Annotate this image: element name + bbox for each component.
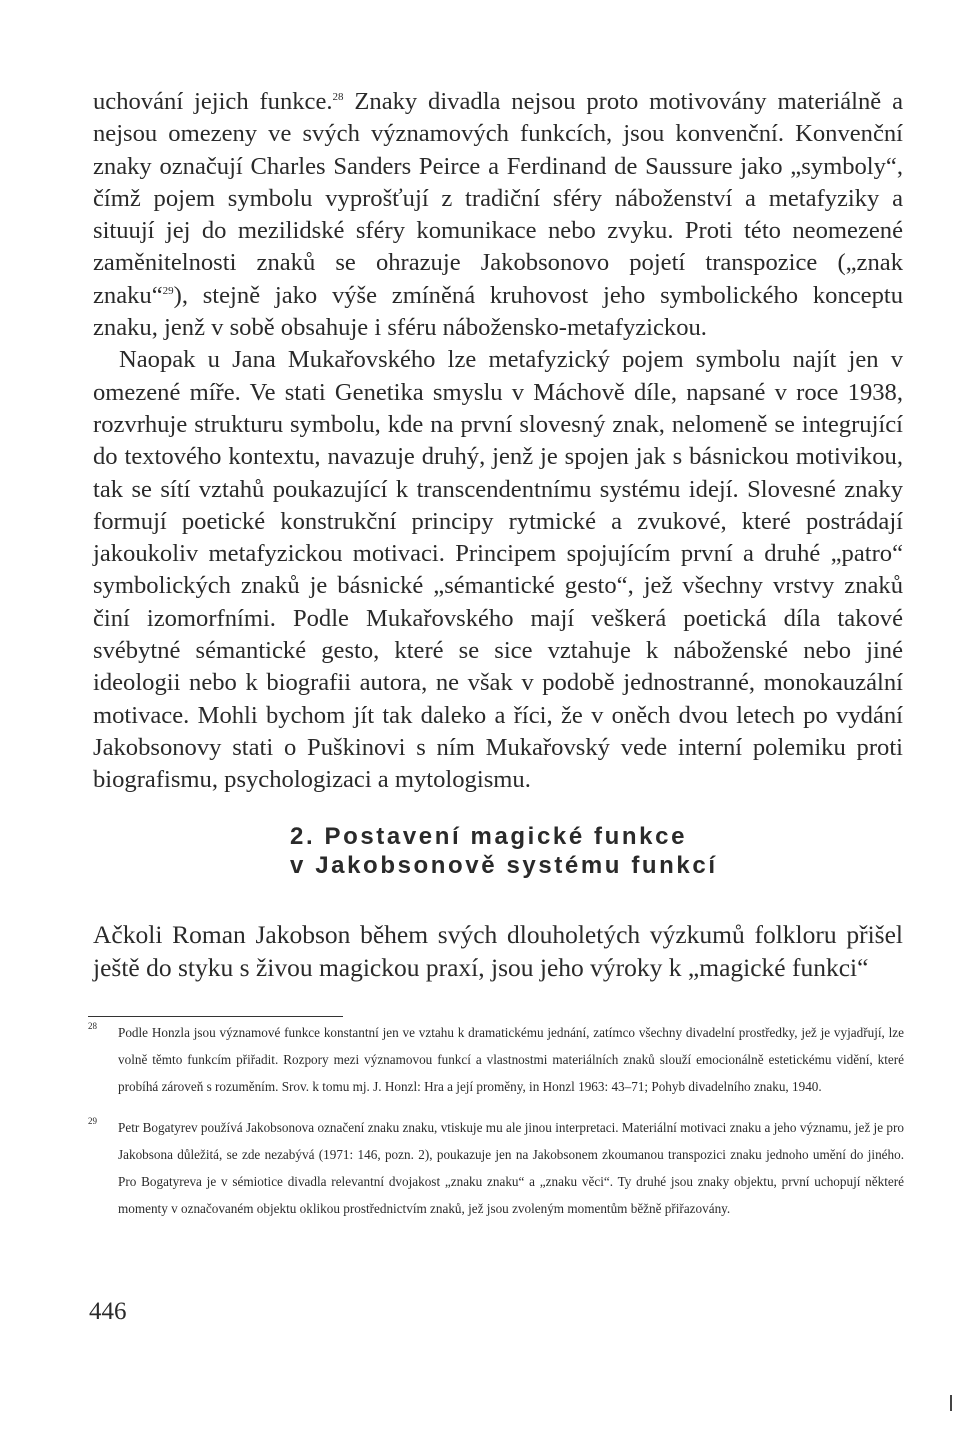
footnote-ref-28: 28	[332, 91, 344, 103]
body-text	[93, 86, 903, 797]
footnote-text: Podle Honzla jsou významové funkce konstantní jen ve vztahu k dramatickému jednání, zatímco všechny divadelní prostředky, jež je vyjadřují, lze volně těmto funkcím přiřadit. Rozpory mezi významovou funkcí a vlastnostmi materiálních znaků slouží emocionálně estetickému vidění, které probíhá zároveň s rozuměním. Srov. k tomu mj. J. Honzl: Hra a její proměny, in Honzl 1963: 43–71; Pohyb divadelního znaku, 1940.	[118, 1025, 904, 1094]
footnote-ref-29: 29	[162, 284, 174, 297]
section-heading	[290, 822, 910, 880]
scan-edge-mark	[950, 1395, 952, 1411]
footnote-28	[88, 1019, 904, 1100]
footnote-text: Petr Bogatyrev používá Jakobsonova označení znaku znaku, vtiskuje mu ale jinou interpretaci. Materiální motivaci znaku a jeho významu, jež je pro Jakobsona důležitá, se zde nezabývá (1971: 146, pozn. 2), poukazuje jen na Jakobsonem zkoumanou transpozici znaku jednoho umění do jiného. Pro Bogatyreva je v sémiotice divadla relevantní dvojakost „znaku znaku“ a „znaku věci“. Ty druhé jsou znaky objektu, první uchopují některé momenty v označovaném objektu oklikou prostřednictvím znaků, jež jsou zvoleným momentům běžně přiřazovány.	[118, 1120, 904, 1216]
section-paragraph-text: Ačkoli Roman Jakobson během svých dlouholetých výzkumů folkloru přišel ještě do styku s živou magickou praxí, jsou jeho výroky k „magické funkci“	[93, 920, 903, 982]
section-heading-line-2: v Jakobsonově systému funkcí	[290, 852, 718, 879]
footnote-29	[88, 1114, 904, 1222]
footnotes	[88, 1016, 904, 1222]
page-number: 446	[89, 1298, 127, 1325]
footnote-number: 29	[88, 1116, 97, 1126]
section-paragraph	[93, 918, 903, 984]
footnote-number: 28	[88, 1021, 97, 1031]
section-heading-line-1: 2. Postavení magické funkce	[290, 823, 688, 850]
paragraph-2: Naopak u Jana Mukařovského lze metafyzický pojem symbolu najít jen v omezené míře. Ve stati Genetika smyslu v Máchově díle, napsané v roce 1938, rozvrhuje strukturu symbolu, kde na první slovesný znak, nelomeně se integrující do textového kontextu, navazuje druhý, jenž je spojen jak s básnickou motivikou, tak se sítí vztahů poukazující k transcendentnímu systému idejí. Slovesné znaky formují poetické konstrukční principy rytmické a zvukové, které postrádají jakoukoliv metafyzickou motivaci. Principem spojujícím první a druhé „patro“ symbolických znaků je básnické „sémantické gesto“, jež všechny vrstvy znaků činí izomorfními. Podle Mukařovského mají veškerá poetická díla takové svébytné sémantické gesto, které se sice vztahuje k náboženské nebo jiné ideologii nebo k biografii autora, ne však v podobě jednostranné, monokauzální motivace. Mohli bychom jít tak daleko a říci, že v oněch dvou letech po vydání Jakobsonovy stati o Puškinovi s ním Mukařovský vede interní polemiku proti biografismu, psychologizaci a mytologismu.	[93, 346, 903, 794]
paragraph-1: uchování jejich funkce.$^{28}$ Znaky divadla nejsou proto motivovány materiálně a nejsou omezeny ve svých významových funkcích, jsou konvenční. Konvenční znaky označují Charles Sanders Peirce a Ferdinand de Saussure jako „symboly“, čímž pojem symbolu vyprošťují z tradiční sféry náboženství a metafyziky a situují jej do mezilidské sféry komunikace nebo zvyku. Proti této neomezené zaměnitelnosti znaků se ohrazuje Jakobsonovo pojetí transpozice („znak znaku“$^{29}$), stejně jako výše zmíněná kruhovost jeho symbolického konceptu znaku, jenž v sobě obsahuje i sféru nábožensko-metafyzickou.	[93, 88, 903, 342]
